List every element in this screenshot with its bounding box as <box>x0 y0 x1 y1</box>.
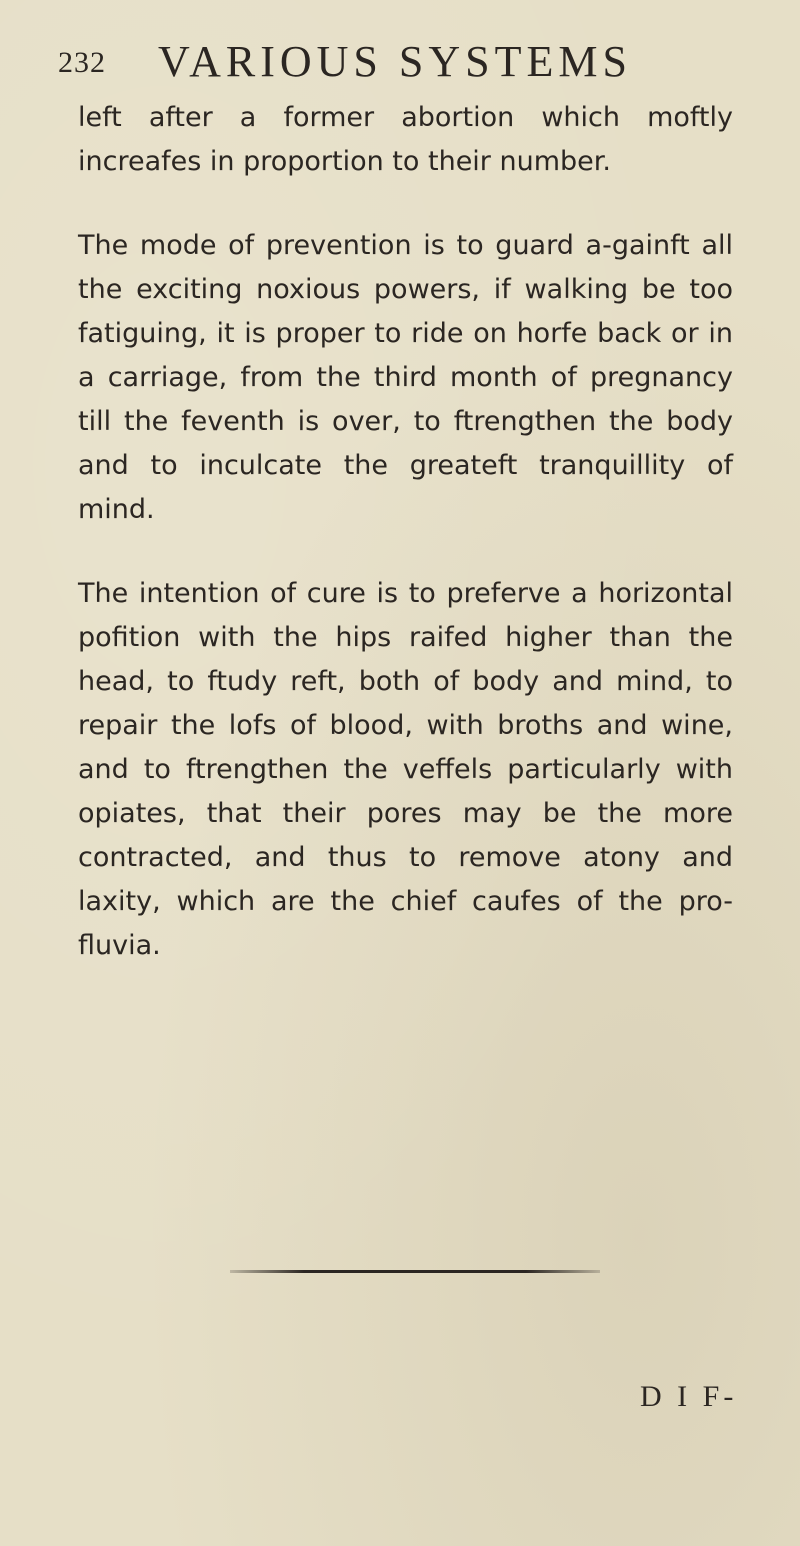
page-header <box>58 36 738 92</box>
section-divider-rule <box>230 1270 600 1273</box>
paragraph-2: The mode of prevention is to guard a-gainft all the exciting noxious powers, if walking be too fatiguing, it is proper to ride on horfe back or in a carriage, from the third month of pregnancy till the feventh is over, to ftrengthen the body and to inculcate the greateft tranquillity of mind. <box>78 230 733 525</box>
page-number: 232 <box>58 46 106 79</box>
running-head: VARIOUS SYSTEMS <box>158 37 632 86</box>
paragraph-1: left after a former abortion which moftly increafes in proportion to their number. <box>78 102 733 177</box>
paragraph-3: The intention of cure is to preferve a horizontal pofition with the hips raifed higher than the head, to ftudy reft, both of body and mind, to repair the lofs of blood, with broths and wine, and to ftrengthen the veffels particularly with opiates, that their pores may be the more contracted, and thus to remove atony and laxity, which are the chief caufes of the pro-fluvia. <box>78 578 733 961</box>
catchword: D I F- <box>640 1380 738 1413</box>
body-text <box>78 96 733 968</box>
